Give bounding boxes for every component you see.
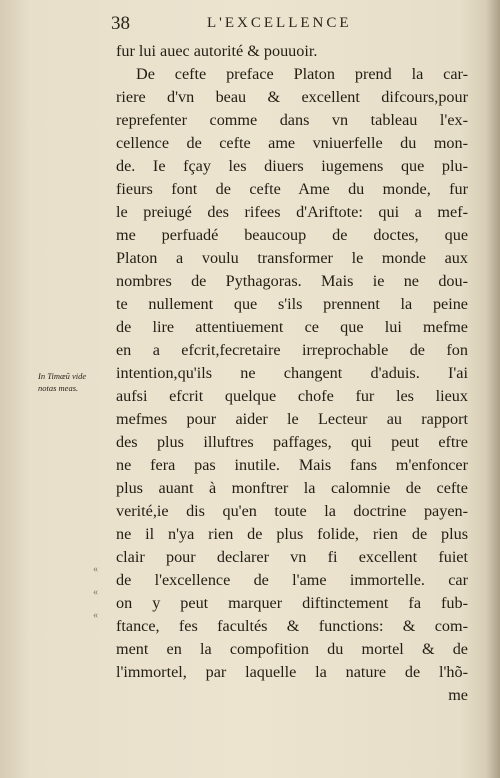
text-line: me perfuadé beaucoup de doctes, que	[116, 226, 468, 244]
margin-note-line: In Timæũ vide	[38, 371, 87, 381]
margin-note	[38, 370, 118, 394]
text-line: clair pour declarer vn fi excellent fuiet	[116, 548, 468, 566]
body-text	[116, 40, 468, 707]
text-line: te nullement que s'ils prennent la peine	[116, 295, 468, 313]
text-line: De cefte preface Platon prend la car-	[136, 65, 468, 83]
quote-mark: «	[93, 564, 98, 575]
quote-mark: «	[93, 587, 98, 598]
running-head: L'EXCELLENCE	[207, 15, 352, 31]
page-number: 38	[111, 13, 130, 34]
text-line: riere d'vn beau & excellent difcours,pour	[116, 88, 468, 106]
quote-mark: «	[93, 610, 98, 621]
text-line: ne il n'ya rien de plus folide, rien de plus	[116, 525, 468, 543]
text-line: intention,qu'ils ne changent d'aduis. I'ai	[116, 364, 468, 382]
text-line: plus auant à monftrer la calomnie de cefte	[116, 479, 468, 497]
text-line: verité,ie dis qu'en toute la doctrine payen-	[116, 502, 468, 520]
text-line: aufsi efcrit quelque chofe fur les lieux	[116, 387, 468, 405]
text-line: reprefenter comme dans vn tableau l'ex-	[116, 111, 468, 129]
text-line: cellence de cefte ame vniuerfelle du mon-	[116, 134, 468, 152]
gutter-shadow	[486, 0, 500, 778]
text-line: en a efcrit,fecretaire irreprochable de fon	[116, 341, 468, 359]
page-header	[111, 13, 471, 39]
text-line: le preiugé des rifees d'Ariftote: qui a mef-	[116, 203, 468, 221]
text-line: l'immortel, par laquelle la nature de l'hõ-	[116, 663, 468, 681]
text-line: ment en la compofition du mortel & de	[116, 640, 468, 658]
text-line: fur lui auec autorité & pouuoir.	[116, 42, 318, 60]
quotation-marks	[93, 558, 113, 627]
text-line: mefmes pour aider le Lecteur au rapport	[116, 410, 468, 428]
text-line: fieurs font de cefte Ame du monde, fur	[116, 180, 468, 198]
text-line: Platon a voulu transformer le monde aux	[116, 249, 468, 267]
text-line: des plus illuftres paffages, qui peut eftre	[116, 433, 468, 451]
text-line: de. Ie fçay les diuers iugemens que plu-	[116, 157, 468, 175]
text-line: ne fera pas inutile. Mais fans m'enfoncer	[116, 456, 468, 474]
catchword: me	[448, 686, 468, 704]
text-line: de lire attentiuement ce que lui mefme	[116, 318, 468, 336]
text-line: on y peut marquer diftinctement fa fub-	[116, 594, 468, 612]
text-line: ftance, fes facultés & functions: & com-	[116, 617, 468, 635]
text-line: de l'excellence de l'ame immortelle. car	[116, 571, 468, 589]
text-line: nombres de Pythagoras. Mais ie ne dou-	[116, 272, 468, 290]
margin-note-line: notas meas.	[38, 383, 79, 393]
